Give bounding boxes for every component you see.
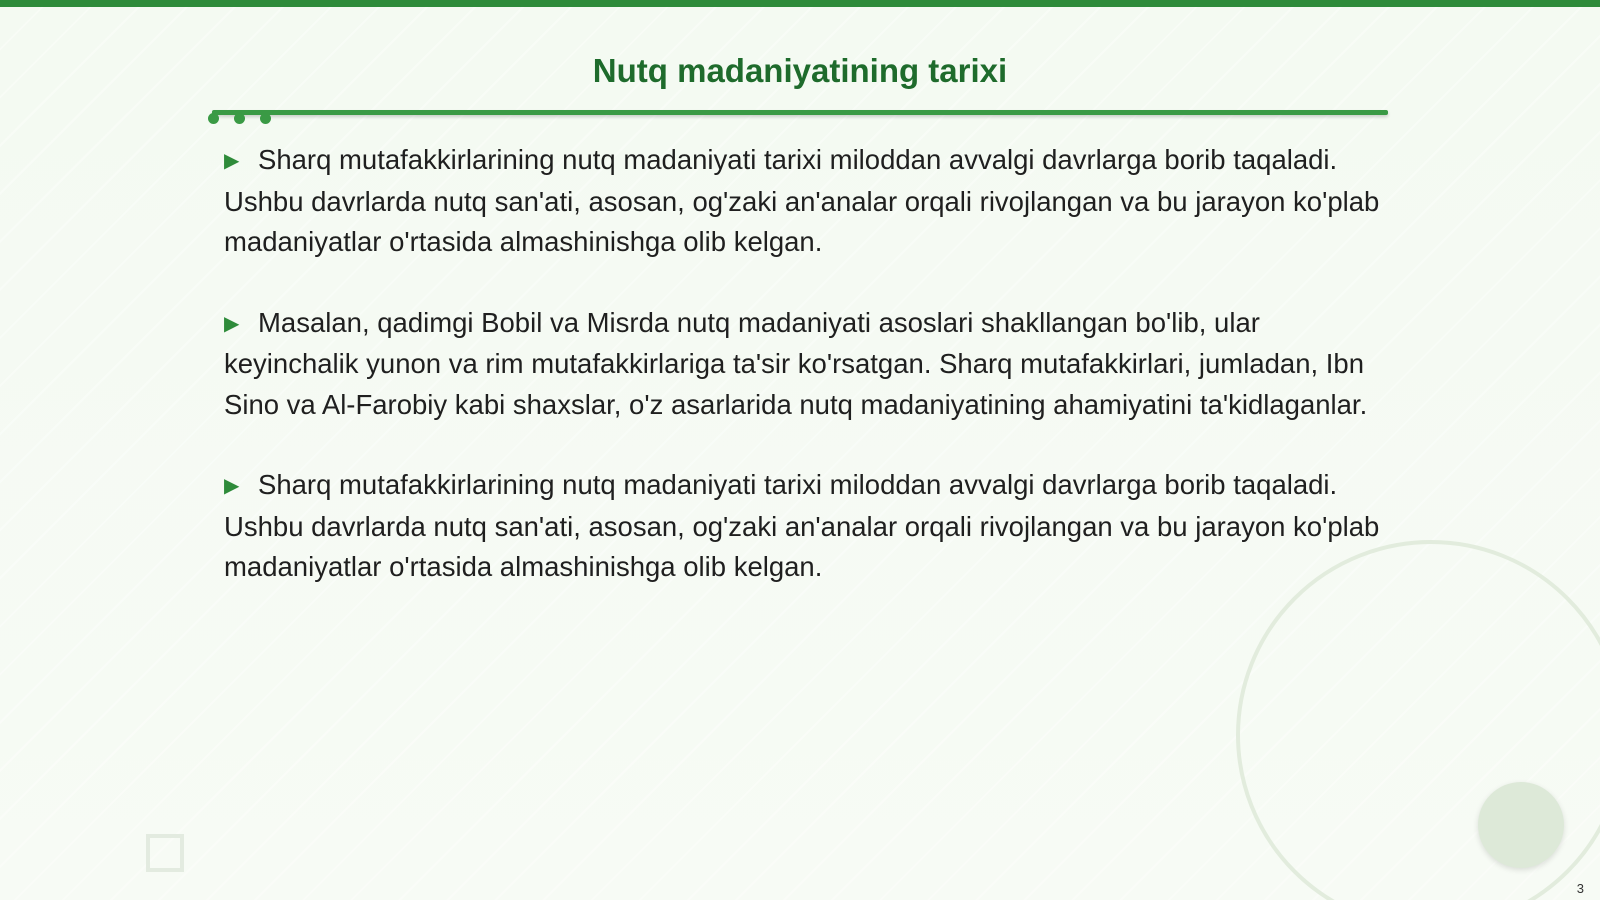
top-accent-bar (0, 0, 1600, 7)
decorative-square (146, 834, 184, 872)
decorative-dot (260, 113, 271, 124)
paragraph-text: Sharq mutafakkirlarining nutq madaniyati tarixi miloddan avvalgi davrlarga borib taqaladi. Ushbu davrlarda nutq san'ati, asosan, og'zaki an'analar orqali rivojlangan va bu jarayon ko'plab madaniyatlar o'rtasida almashinishga olib kelgan. (224, 144, 1380, 257)
title-underline (212, 110, 1388, 115)
bullet-arrow-icon: ▶ (224, 150, 240, 172)
slide-title: Nutq madaniyatining tarixi (592, 52, 1008, 89)
paragraph-text: Sharq mutafakkirlarining nutq madaniyati tarixi miloddan avvalgi davrlarga borib taqaladi. Ushbu davrlarda nutq san'ati, asosan, og'zaki an'analar orqali rivojlangan va bu jarayon ko'plab madaniyatlar o'rtasida almashinishga olib kelgan. (224, 469, 1380, 582)
page-number: 3 (1576, 881, 1584, 896)
bullet-paragraph (224, 303, 1384, 426)
decorative-dot (234, 113, 245, 124)
bullet-arrow-icon: ▶ (224, 312, 240, 335)
decorative-dot (208, 113, 219, 124)
slide-body (224, 140, 1384, 628)
bullet-paragraph (224, 140, 1384, 263)
bullet-paragraph (224, 465, 1384, 588)
bullet-arrow-icon: ▶ (224, 475, 240, 497)
paragraph-text: Masalan, qadimgi Bobil va Misrda nutq madaniyati asoslari shakllangan bo'lib, ular keyinchalik yunon va rim mutafakkirlariga ta'sir ko'rsatgan. Sharq mutafakkirlari, jumladan, Ibn Sino va Al-Farobiy kabi shaxslar, o'z asarlarida nutq madaniyatining ahamiyatini ta'kidlaganlar. (224, 306, 1368, 420)
decorative-disc (1478, 782, 1564, 868)
